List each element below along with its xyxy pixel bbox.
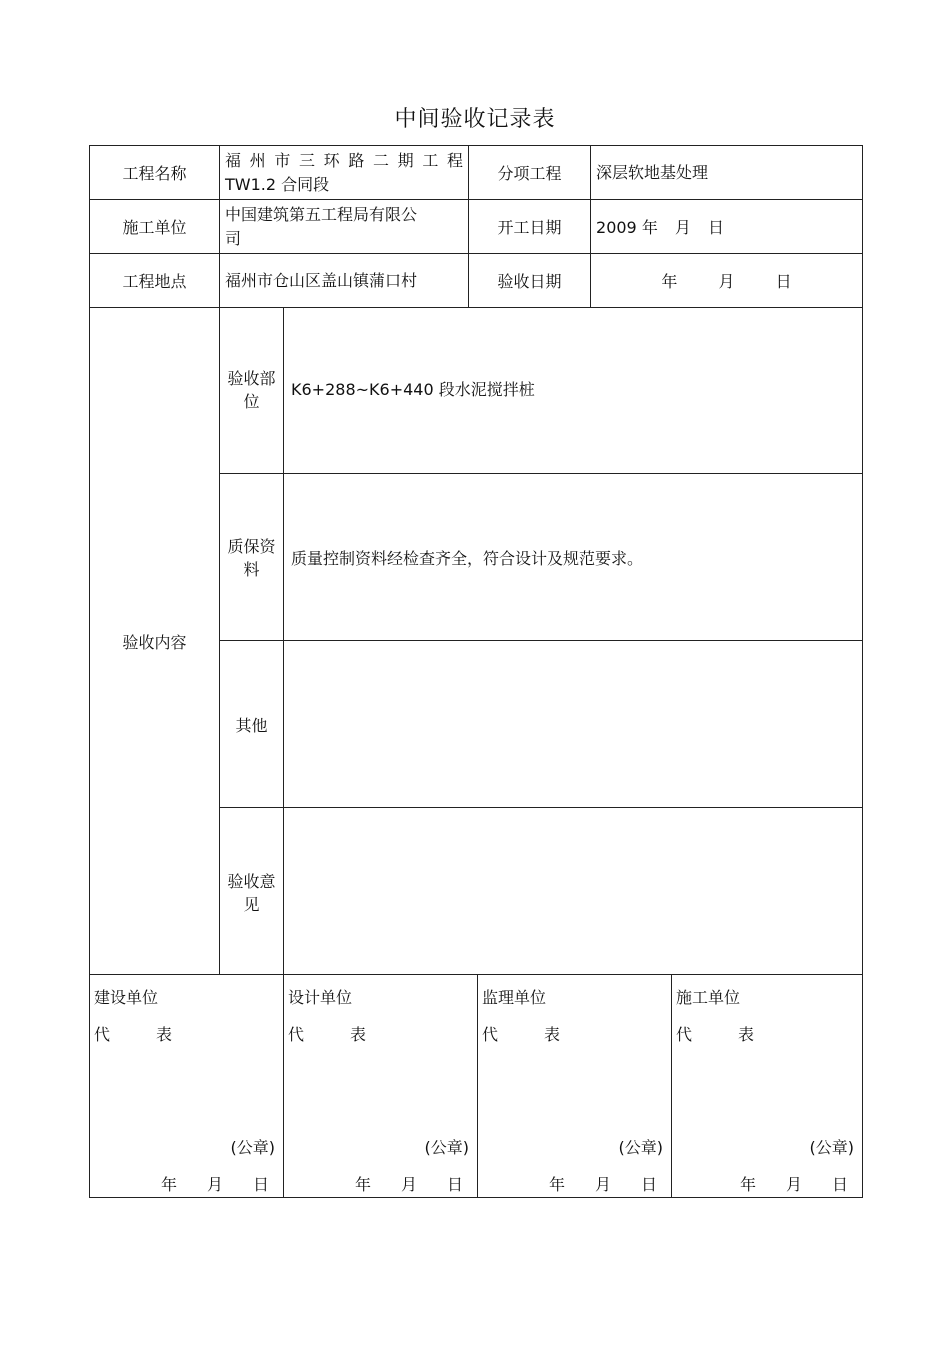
signature-seal: (公章) bbox=[230, 1138, 275, 1157]
other-value bbox=[284, 641, 863, 808]
start-year: 2009 年 bbox=[596, 218, 658, 237]
accept-year: 年 bbox=[661, 272, 678, 291]
project-name-line2: TW1.2 合同段 bbox=[225, 174, 330, 194]
opinion-value bbox=[284, 808, 863, 975]
start-month: 月 bbox=[674, 218, 691, 237]
content-label: 验收内容 bbox=[90, 308, 220, 975]
signature-representative: 代 表 bbox=[482, 1025, 561, 1044]
project-name-value bbox=[220, 146, 469, 200]
signature-date: 年 月 日 bbox=[548, 1175, 657, 1194]
location-label: 工程地点 bbox=[90, 254, 220, 308]
signature-seal: (公章) bbox=[809, 1138, 855, 1157]
contractor-label: 施工单位 bbox=[90, 200, 220, 254]
signature-representative: 代 表 bbox=[94, 1025, 173, 1044]
signature-unit: 施工单位 bbox=[676, 988, 741, 1007]
accept-month: 月 bbox=[718, 272, 735, 291]
accept-date-value bbox=[591, 254, 863, 308]
opinion-label: 验收意见 bbox=[220, 808, 284, 975]
quality-value: 质量控制资料经检查齐全，符合设计及规范要求。 bbox=[284, 474, 863, 641]
signature-date: 年 月 日 bbox=[354, 1175, 463, 1194]
signature-seal: (公章) bbox=[618, 1138, 663, 1157]
start-date-label: 开工日期 bbox=[469, 200, 591, 254]
signature-row bbox=[90, 975, 863, 1198]
start-date-value bbox=[591, 200, 863, 254]
signature-unit: 建设单位 bbox=[94, 988, 159, 1007]
signature-unit: 设计单位 bbox=[288, 988, 353, 1007]
accept-date-label: 验收日期 bbox=[469, 254, 591, 308]
project-name-label: 工程名称 bbox=[90, 146, 220, 200]
contractor-value bbox=[220, 200, 469, 254]
accept-day: 日 bbox=[775, 272, 792, 291]
signature-supervisor bbox=[478, 975, 672, 1197]
signature-date: 年 月 日 bbox=[160, 1175, 269, 1194]
sub-project-value: 深层软地基处理 bbox=[591, 146, 863, 200]
acceptance-record-table bbox=[89, 145, 863, 1198]
page-title: 中间验收记录表 bbox=[394, 107, 556, 132]
signature-contractor bbox=[672, 975, 862, 1197]
quality-label: 质保资料 bbox=[220, 474, 284, 641]
sub-project-label: 分项工程 bbox=[469, 146, 591, 200]
signature-representative: 代 表 bbox=[288, 1025, 367, 1044]
signature-designer bbox=[284, 975, 478, 1197]
contractor-line1: 中国建筑第五工程局有限公 bbox=[225, 204, 418, 224]
signature-representative: 代 表 bbox=[676, 1025, 755, 1044]
other-label: 其他 bbox=[220, 641, 284, 808]
location-value: 福州市仓山区盖山镇蒲口村 bbox=[220, 254, 469, 308]
part-value: K6+288~K6+440 段水泥搅拌桩 bbox=[284, 308, 863, 474]
signature-unit: 监理单位 bbox=[482, 988, 547, 1007]
signature-seal: (公章) bbox=[424, 1138, 469, 1157]
signature-owner bbox=[90, 975, 284, 1197]
part-label: 验收部位 bbox=[220, 308, 284, 474]
contractor-line2: 司 bbox=[225, 228, 242, 248]
signature-date: 年 月 日 bbox=[739, 1175, 849, 1194]
project-name-line1: 福州市三环路二期工程 bbox=[225, 150, 464, 170]
start-day: 日 bbox=[708, 218, 725, 237]
